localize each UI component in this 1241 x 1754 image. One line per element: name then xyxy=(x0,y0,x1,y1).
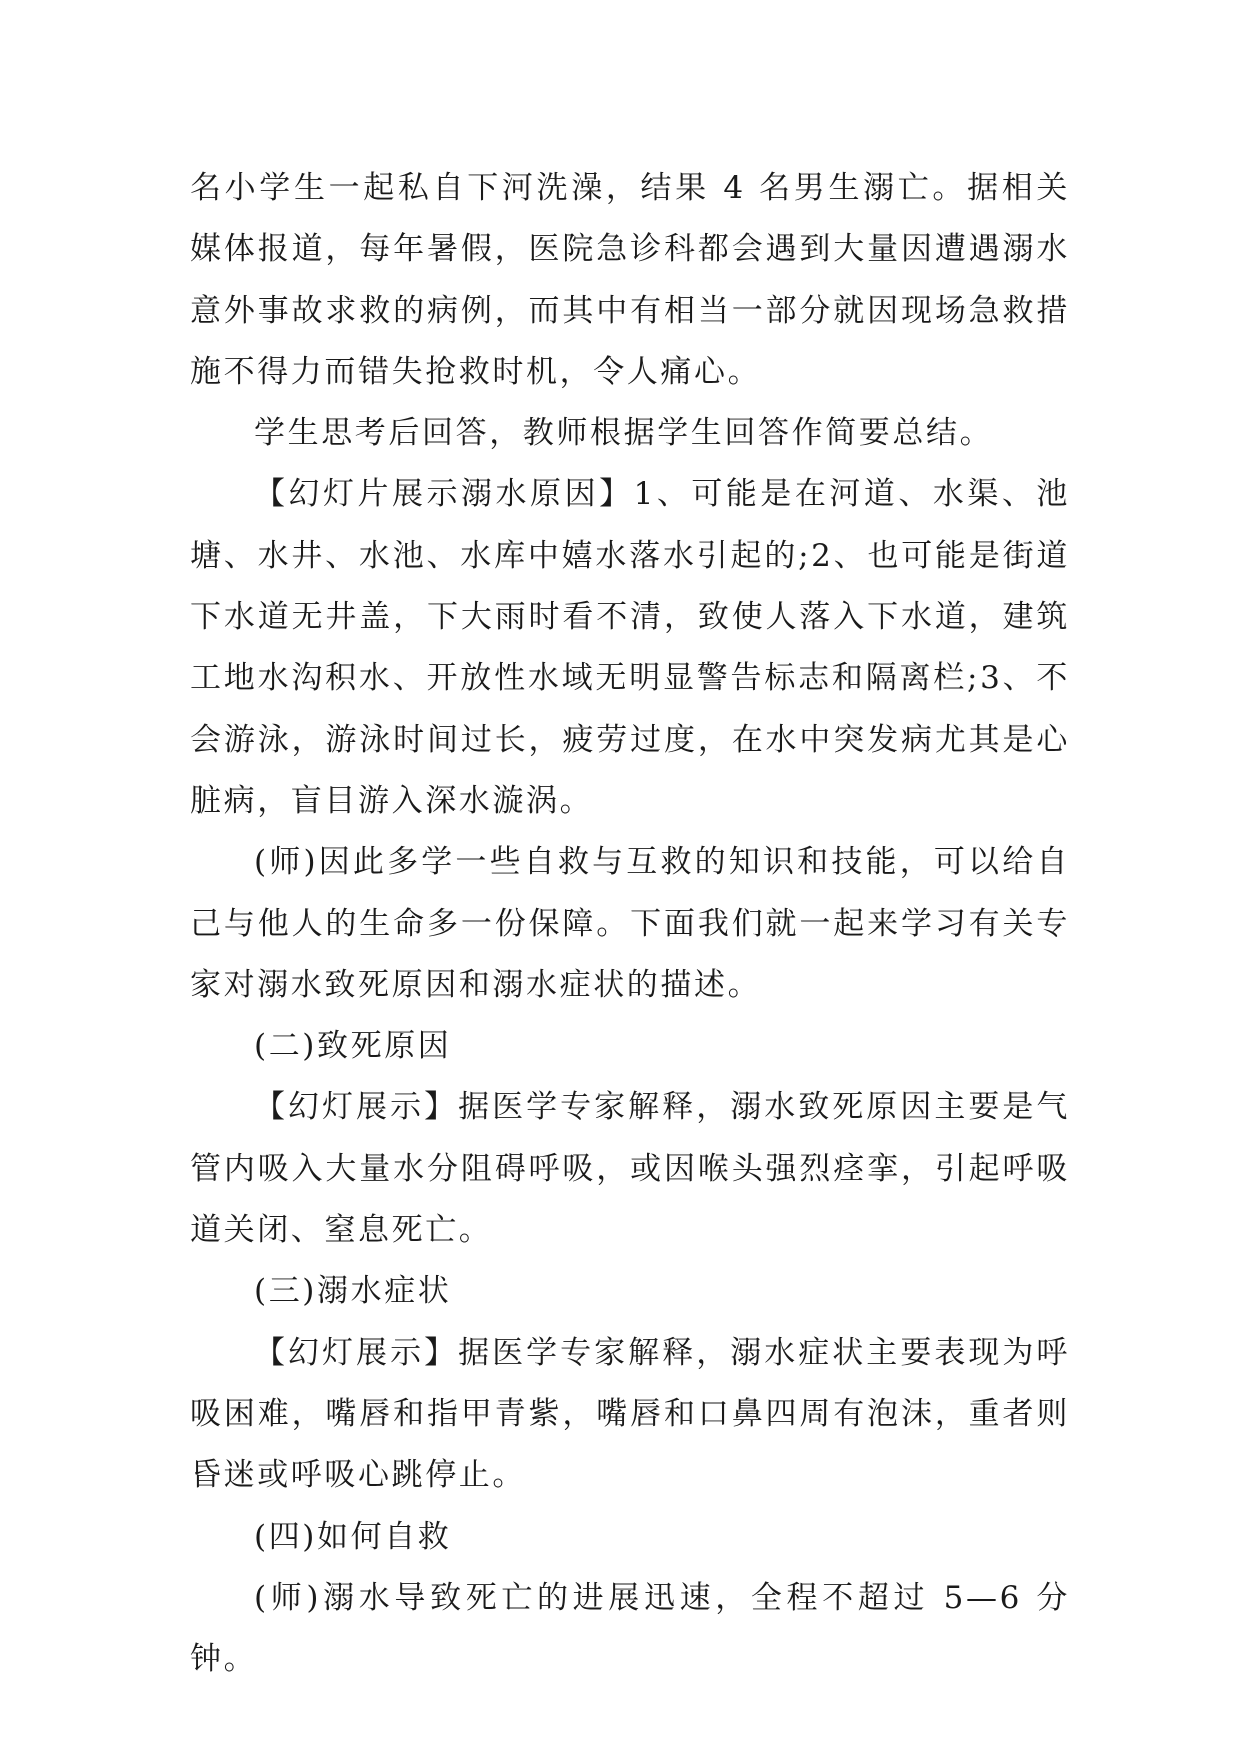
paragraph-drowning-causes: 【幻灯片展示溺水原因】1、可能是在河道、水渠、池塘、水井、水池、水库中嬉水落水引起的;2、也可能是街道下水道无井盖，下大雨时看不清，致使人落入下水道，建筑工地水沟积水、开放性水域无明显警告标志和隔离栏;3、不会游泳，游泳时间过长，疲劳过度，在水中突发病尤其是心脏病，盲目游入深水漩涡。 xyxy=(190,476,1070,819)
paragraph-teacher-intro: (师)因此多学一些自救与互救的知识和技能，可以给自己与他人的生命多一份保障。下面我们就一起来学习有关专家对溺水致死原因和溺水症状的描述。 xyxy=(190,844,1070,1003)
heading-self-rescue: (四)如何自救 xyxy=(254,1518,452,1555)
paragraph-student-answer: 学生思考后回答，教师根据学生回答作简要总结。 xyxy=(254,415,994,452)
paragraph-cause-of-death: 【幻灯展示】据医学专家解释，溺水致死原因主要是气管内吸入大量水分阻碍呼吸，或因喉头强烈痉挛，引起呼吸道关闭、窒息死亡。 xyxy=(190,1089,1070,1249)
heading-symptoms: (三)溺水症状 xyxy=(254,1273,452,1310)
paragraph-drowning-case: 名小学生一起私自下河洗澡，结果 4 名男生溺亡。据相关媒体报道，每年暑假，医院急诊科都会遇到大量因遭遇溺水意外事故求救的病例，而其中有相当一部分就因现场急救措施不得力而错失抢救时机，令人痛心。 xyxy=(190,170,1070,390)
paragraph-self-rescue: (师)溺水导致死亡的进展迅速，全程不超过 5—6 分钟。 xyxy=(190,1579,1070,1678)
document-body xyxy=(190,158,1070,1690)
heading-cause-of-death: (二)致死原因 xyxy=(254,1028,452,1065)
paragraph-symptoms: 【幻灯展示】据医学专家解释，溺水症状主要表现为呼吸困难，嘴唇和指甲青紫，嘴唇和口鼻四周有泡沫，重者则昏迷或呼吸心跳停止。 xyxy=(190,1334,1070,1494)
